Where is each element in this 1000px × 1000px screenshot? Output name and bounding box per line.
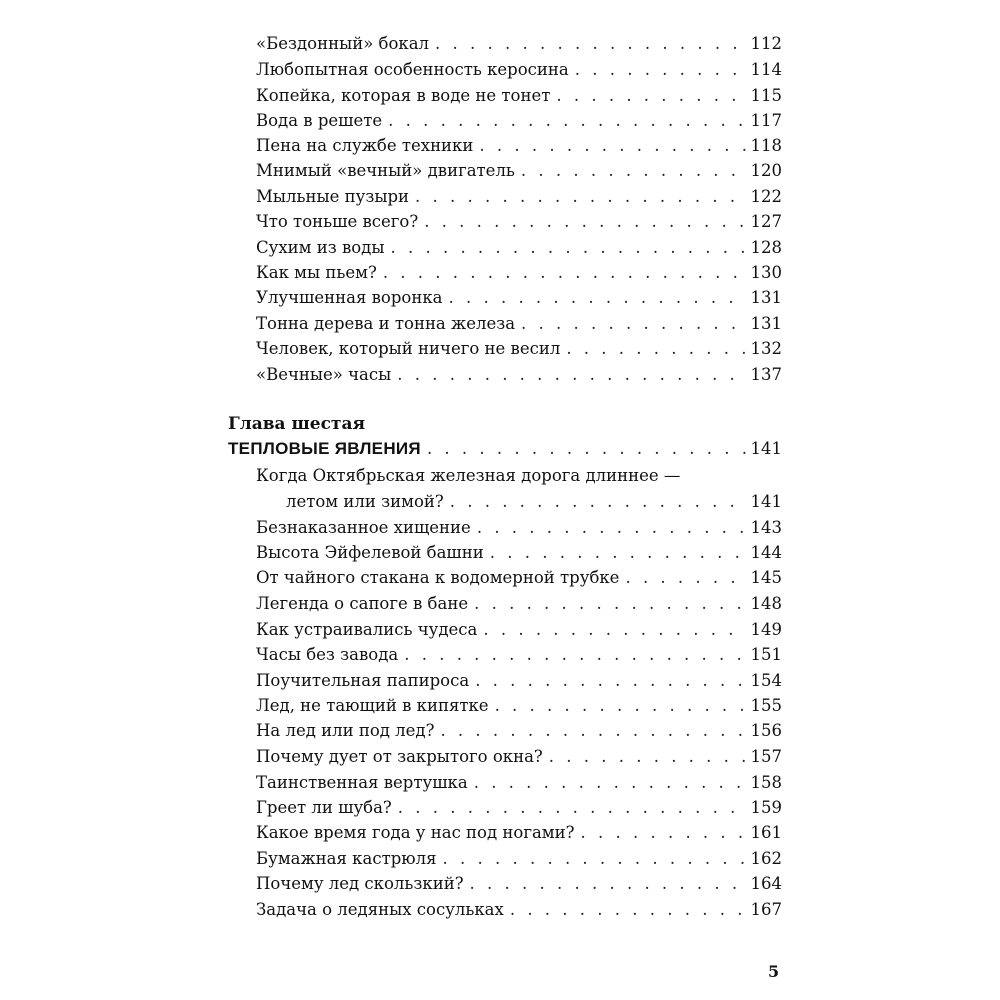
toc-entry-page: 118 xyxy=(750,136,782,155)
dot-leader xyxy=(474,592,746,616)
toc-entry-title: Когда Октябрьская железная дорога длиннее — xyxy=(256,466,681,485)
dot-leader xyxy=(475,669,746,693)
dot-leader xyxy=(566,337,746,361)
toc-entry-page: 117 xyxy=(750,111,782,130)
toc-entry-title: летом или зимой? xyxy=(286,492,444,511)
toc-entry-page: 143 xyxy=(750,518,782,537)
dot-leader xyxy=(398,796,747,820)
dot-leader xyxy=(443,847,747,871)
toc-entry-title: Мнимый «вечный» двигатель xyxy=(256,161,515,180)
toc-entry-title: Высота Эйфелевой башни xyxy=(256,543,484,562)
chapter-title: ТЕПЛОВЫЕ ЯВЛЕНИЯ xyxy=(228,439,421,458)
dot-leader xyxy=(521,312,746,336)
toc-entry xyxy=(256,821,782,845)
toc-entry-page: 145 xyxy=(750,568,782,587)
toc-entry-page: 131 xyxy=(750,288,782,307)
dot-leader xyxy=(440,719,746,743)
toc-entry-title: Как устраивались чудеса xyxy=(256,620,478,639)
toc-entry-title: Что тоньше всего? xyxy=(256,212,419,231)
toc-entry-page: 159 xyxy=(750,798,782,817)
dot-leader xyxy=(549,745,747,769)
toc-entry xyxy=(256,566,782,590)
toc-entry xyxy=(256,796,782,820)
toc-entry-title: Безнаказанное хищение xyxy=(256,518,471,537)
toc-entry xyxy=(256,337,782,361)
toc-entry-title: Копейка, которая в воде не тонет xyxy=(256,86,551,105)
toc-entry xyxy=(256,541,782,565)
toc-entry-title: Греет ли шуба? xyxy=(256,798,392,817)
toc-entry-page: 127 xyxy=(750,212,782,231)
toc-entry xyxy=(256,363,782,387)
toc-entry xyxy=(256,847,782,871)
dot-leader xyxy=(479,134,746,158)
toc-entry-page: 164 xyxy=(750,874,782,893)
toc-entry-page: 162 xyxy=(750,849,782,868)
dot-leader xyxy=(625,566,746,590)
toc-entry-page: 151 xyxy=(750,645,782,664)
dot-leader xyxy=(404,643,746,667)
toc-entry-page: 156 xyxy=(750,721,782,740)
toc-entry xyxy=(256,210,782,234)
toc-entry xyxy=(256,185,782,209)
toc-entry-title: Задача о ледяных сосульках xyxy=(256,900,504,919)
toc-entry xyxy=(256,719,782,743)
toc-entry-title: Таинственная вертушка xyxy=(256,773,468,792)
toc-entry-page: 157 xyxy=(750,747,782,766)
toc-entry-title: «Бездонный» бокал xyxy=(256,34,430,53)
toc-entry-title: Улучшенная воронка xyxy=(256,288,443,307)
dot-leader xyxy=(390,236,746,260)
toc-entry xyxy=(256,745,782,769)
toc-entry-title: Поучительная папироса xyxy=(256,671,470,690)
toc-entry-title: Вода в решете xyxy=(256,111,383,130)
toc-entry xyxy=(256,898,782,922)
toc-entry-multiline-second xyxy=(286,490,782,514)
toc-entry xyxy=(256,516,782,540)
toc-entry-title: Мыльные пузыри xyxy=(256,187,410,206)
toc-entry xyxy=(256,694,782,718)
toc-entry-title: «Вечные» часы xyxy=(256,365,392,384)
dot-leader xyxy=(427,437,747,461)
toc-entry-page: 154 xyxy=(750,671,782,690)
dot-leader xyxy=(474,771,747,795)
toc-entry-page: 158 xyxy=(750,773,782,792)
toc-entry xyxy=(256,261,782,285)
toc-entry-page: 132 xyxy=(750,339,782,358)
toc-entry-page: 148 xyxy=(750,594,782,613)
toc-entry xyxy=(256,109,782,133)
toc-entry-page: 131 xyxy=(750,314,782,333)
toc-entry-page: 130 xyxy=(750,263,782,282)
toc-entry-title: Тонна дерева и тонна железа xyxy=(256,314,516,333)
toc-entry xyxy=(256,771,782,795)
dot-leader xyxy=(581,821,747,845)
footer-page-number: 5 xyxy=(768,962,780,981)
toc-entry xyxy=(256,872,782,896)
toc-entry-title: Почему лед скользкий? xyxy=(256,874,464,893)
toc-entry xyxy=(256,58,782,82)
toc-entry-page: 155 xyxy=(750,696,782,715)
toc-entry-title: Любопытная особенность керосина xyxy=(256,60,569,79)
dot-leader xyxy=(424,210,746,234)
toc-entry-title: На лед или под лед? xyxy=(256,721,435,740)
dot-leader xyxy=(415,185,746,209)
toc-entry xyxy=(256,643,782,667)
toc-entry-page: 137 xyxy=(750,365,782,384)
toc-entry-page: 120 xyxy=(750,161,782,180)
toc-entry xyxy=(256,134,782,158)
dot-leader xyxy=(397,363,746,387)
toc-entry-page: 167 xyxy=(750,900,782,919)
toc-entry-title: Как мы пьем? xyxy=(256,263,377,282)
toc-entry-page: 161 xyxy=(750,823,782,842)
toc-entry-title: Почему дует от закрытого окна? xyxy=(256,747,543,766)
toc-entry-page: 114 xyxy=(750,60,782,79)
toc-entry-page: 144 xyxy=(750,543,782,562)
toc-entry-page: 122 xyxy=(750,187,782,206)
toc-entry-title: Бумажная кастрюля xyxy=(256,849,437,868)
toc-entry-title: Пена на службе техники xyxy=(256,136,474,155)
chapter-page: 141 xyxy=(750,439,782,458)
toc-entry-page: 128 xyxy=(750,238,782,257)
toc-entry xyxy=(256,84,782,108)
dot-leader xyxy=(556,84,746,108)
dot-leader xyxy=(383,261,747,285)
toc-entry-title: Часы без завода xyxy=(256,645,399,664)
dot-leader xyxy=(470,872,747,896)
dot-leader xyxy=(477,516,747,540)
dot-leader xyxy=(510,898,747,922)
toc-entry-title: От чайного стакана к водомерной трубке xyxy=(256,568,620,587)
toc-entry-page: 115 xyxy=(750,86,782,105)
chapter-heading xyxy=(228,437,782,461)
toc-entry-page: 149 xyxy=(750,620,782,639)
toc-entry xyxy=(256,592,782,616)
dot-leader xyxy=(448,286,746,310)
toc-entry xyxy=(256,32,782,56)
dot-leader xyxy=(521,159,747,183)
toc-entry xyxy=(256,312,782,336)
toc-entry-multiline-first xyxy=(256,464,782,488)
toc-entry xyxy=(256,669,782,693)
toc-entry-title: Человек, который ничего не весил xyxy=(256,339,561,358)
dot-leader xyxy=(495,694,747,718)
toc-entry xyxy=(256,236,782,260)
toc-entry-page: 112 xyxy=(750,34,782,53)
toc-entry xyxy=(256,286,782,310)
toc-entry-page: 141 xyxy=(750,492,782,511)
toc-entry-title: Сухим из воды xyxy=(256,238,385,257)
dot-leader xyxy=(575,58,747,82)
dot-leader xyxy=(483,618,746,642)
toc-entry xyxy=(256,618,782,642)
toc-entry-title: Лед, не тающий в кипятке xyxy=(256,696,489,715)
toc-entry xyxy=(256,159,782,183)
dot-leader xyxy=(450,490,747,514)
dot-leader xyxy=(435,32,746,56)
dot-leader xyxy=(490,541,747,565)
dot-leader xyxy=(388,109,746,133)
toc-entry-title: Какое время года у нас под ногами? xyxy=(256,823,575,842)
toc-entry-title: Легенда о сапоге в бане xyxy=(256,594,469,613)
chapter-label: Глава шестая xyxy=(228,414,366,434)
